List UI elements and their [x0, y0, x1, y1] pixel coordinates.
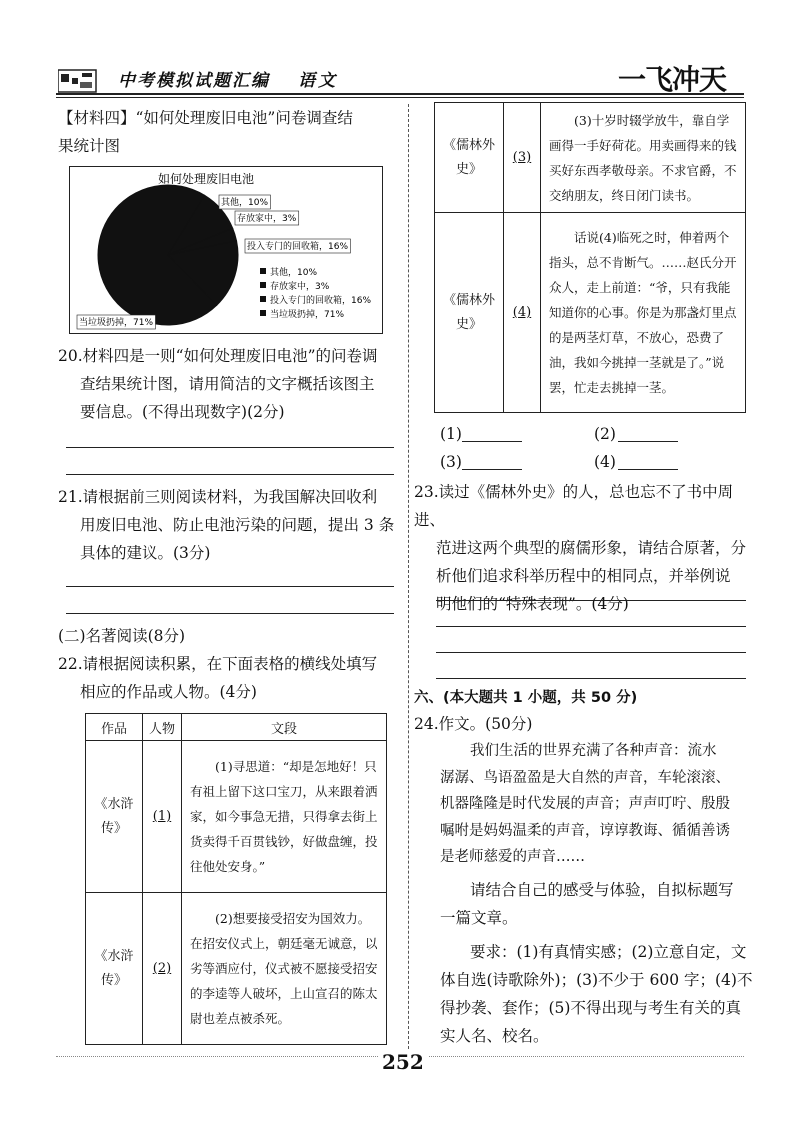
- slice-label-0: [219, 195, 270, 209]
- question-22: [58, 650, 403, 706]
- table-cell-person[interactable]: (3): [504, 103, 541, 213]
- svg-text:当垃圾扔掉，71%: 当垃圾扔掉，71%: [79, 318, 154, 328]
- answer-4-blank[interactable]: [618, 469, 678, 470]
- material4-title-line1: 【材料四】“如何处理废旧电池”问卷调查结: [58, 109, 353, 127]
- legend-label-2: 投入专门的回收箱，16%: [270, 296, 372, 306]
- material4-title: [58, 104, 403, 160]
- q21-answer-line[interactable]: [66, 586, 394, 587]
- answer-2-label: (2): [594, 425, 616, 443]
- q24-para-line: 机器隆隆是时代发展的声音；声声叮咛、殷殷: [440, 796, 730, 812]
- q24-requirements: [414, 938, 754, 1050]
- svg-text:投入专门的回收箱，16%: 投入专门的回收箱，16%: [247, 242, 349, 252]
- svg-text:其他，10%: 其他，10%: [221, 198, 269, 208]
- table-cell-work: 《儒林外史》: [435, 213, 504, 413]
- header-logo-icon: [58, 64, 98, 94]
- legend-swatch-0: [260, 268, 266, 274]
- q23-answer-line[interactable]: [436, 600, 746, 601]
- q22-line: 22.请根据阅读积累，在下面表格的横线处填写: [58, 655, 378, 673]
- table-cell-person[interactable]: (1): [143, 741, 182, 893]
- q20-line: 查结果统计图，请用简洁的文字概括该图主: [80, 375, 375, 393]
- q24-para-line: 要求：(1)有真情实感；(2)立意自定，文: [470, 943, 747, 961]
- q22-table: [85, 713, 387, 1045]
- q23-line: 明他们的“特殊表现”。(4分): [436, 595, 629, 613]
- q23-answer-line[interactable]: [436, 626, 746, 627]
- q22-line: 相应的作品或人物。(4分): [80, 683, 257, 701]
- table-cell-person[interactable]: (2): [143, 893, 182, 1045]
- answer-4-label: (4): [594, 453, 616, 471]
- slice-label-1: [235, 211, 299, 225]
- answer-2-blank[interactable]: [618, 441, 678, 442]
- table-cell-work: 《儒林外史》: [435, 103, 504, 213]
- section-2-title: (二)名著阅读(8分): [58, 627, 186, 645]
- q23-line: 析他们追求科举历程中的相同点，并举例说: [436, 567, 731, 585]
- q24-para-line: 体自选(诗歌除外)；(3)不少于 600 字；(4)不: [440, 971, 753, 989]
- header-title: 中考模拟试题汇编: [118, 71, 270, 91]
- col-header-person: 人物: [143, 714, 182, 741]
- legend-label-1: 存放家中，3%: [270, 282, 330, 292]
- legend-swatch-3: [260, 310, 266, 316]
- svg-text:存放家中，3%: 存放家中，3%: [237, 214, 297, 224]
- table-cell-text: 话说(4)临死之时，伸着两个指头，总不肯断气。……赵氏分开众人，走上前道：“爷，只有我能知道你的心事。你是为那盏灯里点的是两茎灯草，不放心，恐费了油，我如今挑掉一茎就是了。”说罢，忙走去挑掉一茎。: [541, 213, 746, 413]
- q24-para-line: 我们生活的世界充满了各种声音：流水: [470, 743, 717, 759]
- chart-title: 如何处理废旧电池: [157, 172, 255, 186]
- answer-1-label: (1): [440, 425, 462, 443]
- right-table: [434, 102, 746, 413]
- q20-answer-line[interactable]: [66, 474, 394, 475]
- q24-para-line: 嘱咐是妈妈温柔的声音，谆谆教诲、循循善诱: [440, 822, 730, 839]
- column-divider: [408, 104, 409, 1054]
- legend-swatch-1: [260, 282, 266, 288]
- q24-instruction: [414, 876, 754, 932]
- q23-line: 23.读过《儒林外史》的人，总也忘不了书中周进、: [414, 483, 734, 529]
- header-rule: [56, 93, 744, 95]
- pie-chart-svg: [70, 167, 382, 333]
- answer-1-blank[interactable]: [462, 441, 522, 442]
- q24-para-line: 潺潺、鸟语盈盈是大自然的声音，车轮滚滚、: [440, 769, 730, 786]
- pie-chart: [69, 166, 383, 334]
- table-cell-text: (3)十岁时辍学放牛，靠自学画得一手好荷花。用卖画得来的钱买好东西孝敬母亲。不求官爵，不交纳朋友，终日闭门读书。: [541, 103, 746, 213]
- slice-label-2: [245, 239, 350, 253]
- q23-answer-line[interactable]: [436, 652, 746, 653]
- q23-line: 范进这两个典型的腐儒形象，请结合原著，分: [436, 539, 747, 557]
- q21-line: 用废旧电池、防止电池污染的问题，提出 3 条: [80, 516, 395, 534]
- legend-label-3: 当垃圾扔掉，71%: [270, 310, 345, 320]
- question-20: [58, 342, 403, 426]
- q20-line: 要信息。(不得出现数字)(2分): [80, 403, 285, 421]
- table-cell-work: 《水浒传》: [86, 893, 143, 1045]
- header-subject: 语文: [298, 71, 338, 91]
- table-cell-work: 《水浒传》: [86, 741, 143, 893]
- q21-line: 21.请根据前三则阅读材料，为我国解决回收利: [58, 488, 378, 506]
- legend-swatch-2: [260, 296, 266, 302]
- q24-para-line: 实人名、校名。: [440, 1027, 549, 1045]
- q20-answer-line[interactable]: [66, 447, 394, 448]
- q23-answer-line[interactable]: [436, 678, 746, 679]
- header-rule-thin: [56, 97, 744, 98]
- col-header-work: 作品: [86, 714, 143, 741]
- answer-3-label: (3): [440, 453, 462, 471]
- question-21: [58, 483, 403, 567]
- page-number: 252: [378, 1050, 428, 1074]
- question-23: [414, 478, 754, 618]
- q24-para-line: 是老师慈爱的声音……: [440, 849, 585, 865]
- table-cell-text: (1)寻思道：“却是怎地好！只有祖上留下这口宝刀，从来跟着洒家，如今事急无措，只得拿去街上货卖得千百贯钱钞，好做盘缠，投往他处安身。”: [182, 741, 387, 893]
- q24-para-line: 得抄袭、套作；(5)不得出现与考生有关的真: [440, 999, 741, 1017]
- section-6-title: 六、(本大题共 1 小题，共 50 分): [414, 690, 638, 706]
- material4-title-line2: 果统计图: [58, 137, 121, 155]
- q24-prompt: [414, 738, 754, 871]
- slice-label-3: [77, 315, 155, 329]
- q21-line: 具体的建议。(3分): [80, 544, 211, 562]
- legend-label-0: 其他，10%: [270, 268, 318, 278]
- col-header-text: 文段: [182, 714, 387, 741]
- answer-3-blank[interactable]: [462, 469, 522, 470]
- header-brand: 一飞冲天: [618, 63, 727, 96]
- table-cell-text: (2)想要接受招安为国效力。在招安仪式上，朝廷毫无诚意，以劣等酒应付，仪式被不愿接受招安的李逵等人破坏，上山宣召的陈太尉也差点被杀死。: [182, 893, 387, 1045]
- q21-answer-line[interactable]: [66, 613, 394, 614]
- table-cell-person[interactable]: (4): [504, 213, 541, 413]
- q20-line: 20.材料四是一则“如何处理废旧电池”的问卷调: [58, 347, 378, 365]
- q24-heading: 24.作文。(50分): [414, 715, 533, 733]
- q24-para-line: 一篇文章。: [440, 909, 518, 927]
- q24-para-line: 请结合自己的感受与体验，自拟标题写: [470, 881, 734, 899]
